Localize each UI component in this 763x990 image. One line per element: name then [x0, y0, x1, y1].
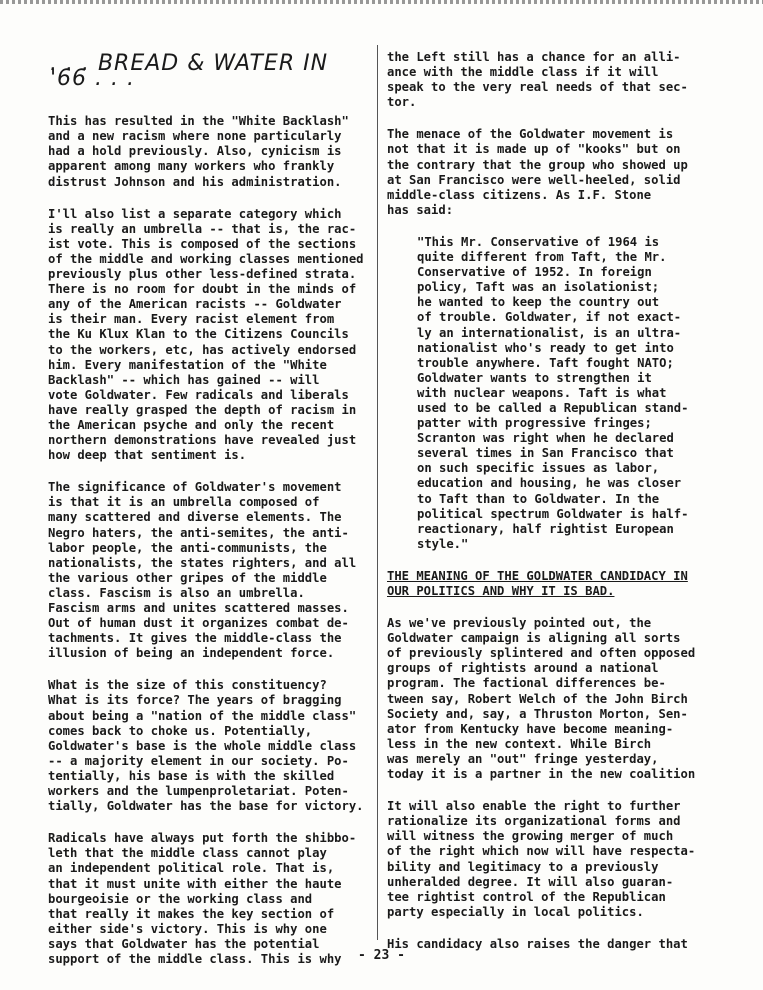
- paragraph: As we've previously pointed out, the Goldwater campaign is aligning all sorts of previously splintered and often opposed groups of rightists around a national program. The factional differences be- tween say, Robert Welch of the John Birch Society and, say, a Thruston Morton, Sen- ator from Kentucky have become meaning- less in the new context. While Birch was merely an "out" fringe yesterday, today it is a partner in the new coalition: [387, 616, 696, 782]
- paragraph: the Left still has a chance for an alli- ance with the middle class if it will speak to the very real needs of that sec- tor.: [387, 50, 688, 110]
- paragraph: I'll also list a separate category which is really an umbrella -- that is, the rac- ist vote. This is composed of the sections of the middle and working classes mentioned previously plus other less-defined strata. There is no room for doubt in the minds of any of the American racists -- Goldwater is their man. Every racist element from the Ku Klux Klan to the Citizens Councils to the workers, etc, has actively endorsed him. Every manifestation of the "White Backlash" -- which has gained -- will vote Goldwater. Few radicals and liberals have really grasped the depth of racism in the American psyche and only the recent northern demonstrations have revealed just how deep that sentiment is.: [48, 206, 364, 463]
- paragraph: It will also enable the right to further rationalize its organizational forms and will witness the growing merger of much of the right which now will have respecta- bility and legitimacy to a previously unheralded degree. It will also guaran- tee rightist control of the Republican party especially in local politics.: [387, 799, 696, 919]
- section-heading: THE MEANING OF THE GOLDWATER CANDIDACY IN OUR POLITICS AND WHY IT IS BAD.: [387, 568, 688, 598]
- block-quote: "This Mr. Conservative of 1964 is quite different from Taft, the Mr. Conservative of 1952. In foreign policy, Taft was an isolationist; he wanted to keep the country out of trouble. Goldwater, if not exact- ly an internationalist, is an ultra- nationalist who's ready to get into trouble anywhere. Taft fought NATO; Goldwater wants to strengthen it with nuclear weapons. Taft is what used to be called a Republican stand- patter with progressive fringes; Scranton was right when he declared several times in San Francisco that on such specific issues as labor, education and housing, he was closer to Taft than to Goldwater. In the political spectrum Goldwater is half- reactionary, half rightist European style.": [417, 234, 689, 551]
- page-top-edge: [0, 0, 763, 4]
- paragraph: What is the size of this constituency? What is its force? The years of bragging about being a "nation of the middle class" comes back to choke us. Potentially, Goldwater's base is the whole middle class -- a majority element in our society. Po- tentially, his base is with the skilled workers and the lumpenproletariat. Poten- tially, Goldwater has the base for victory.: [48, 678, 364, 814]
- article-headline: . . . BREAD & WATER IN '66 . . .: [50, 51, 329, 92]
- paragraph: His candidacy also raises the danger that: [387, 936, 688, 951]
- paragraph: Radicals have always put forth the shibbo- leth that the middle class cannot play an independent political role. That is, that it must unite with either the haute bourgeoisie or the working class and that really it makes the key section of either side's victory. This is why one says that Goldwater has the potential support of the middle class. This is why: [48, 831, 357, 966]
- paragraph: This has resulted in the "White Backlash" and a new racism where none particularly had a hold previously. Also, cynicism is apparent among many workers who frankly distrust Johnson and his administration.: [48, 114, 349, 189]
- paragraph: The significance of Goldwater's movement is that it is an umbrella composed of many scattered and diverse elements. The Negro haters, the anti-semites, the anti- labor people, the anti-communists, the nationalists, the states righters, and all the various other gripes of the middle class. Fascism is also an umbrella. Fascism arms and unites scattered masses. Out of human dust it organizes combat de- tachments. It gives the middle-class the illusion of being an independent force.: [48, 480, 357, 661]
- left-column: [48, 48, 370, 984]
- right-column: [387, 50, 709, 969]
- column-divider: [377, 45, 378, 940]
- page-number: - 23 -: [358, 948, 405, 963]
- paragraph: The menace of the Goldwater movement is not that it is made up of "kooks" but on the contrary that the group who showed up at San Francisco were well-heeled, solid middle-class citizens. As I.F. Stone has said:: [387, 127, 688, 217]
